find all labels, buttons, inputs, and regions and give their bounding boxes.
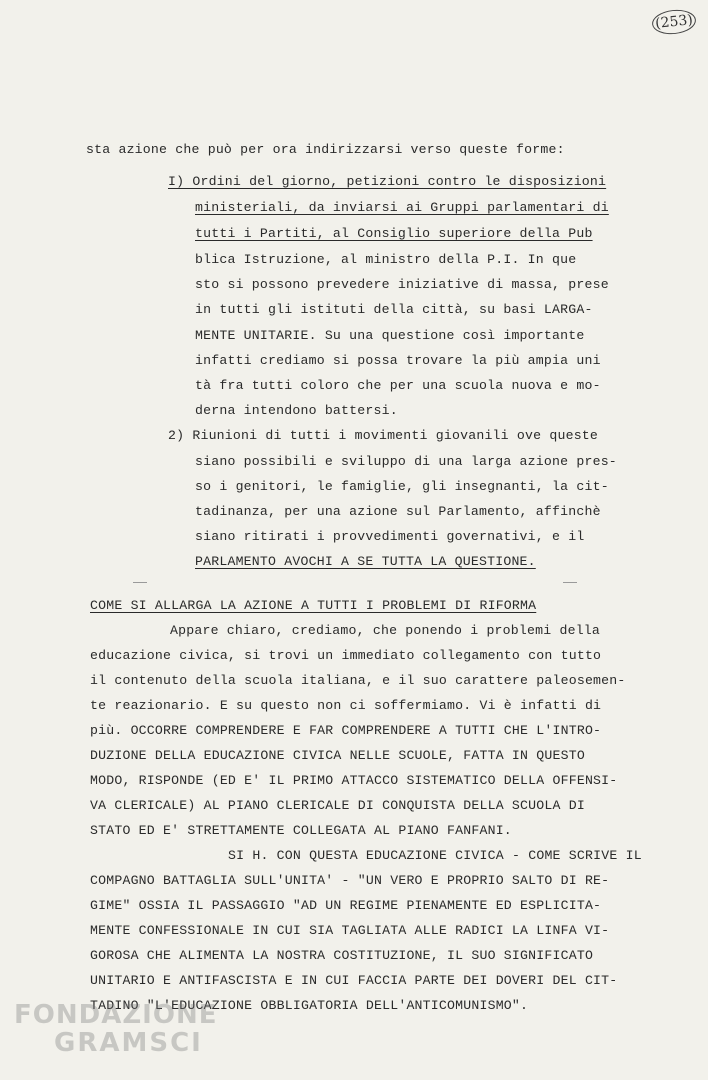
divider [563,582,577,583]
text-line: MODO, RISPONDE (ED E' IL PRIMO ATTACCO SISTEMATICO DELLA OFFENSI- [90,773,618,788]
text-line: siano ritirati i provvedimenti governativi, e il [195,529,585,544]
divider [133,582,147,583]
text-line: sto si possono prevedere iniziative di massa, prese [195,277,609,292]
text-line: infatti crediamo si possa trovare la più ampia uni [195,353,601,368]
text-line: VA CLERICALE) AL PIANO CLERICALE DI CONQUISTA DELLA SCUOLA DI [90,798,585,813]
text-line: 2) Riunioni di tutti i movimenti giovanili ove queste [168,428,599,443]
text-line: TADINO "L'EDUCAZIONE OBBLIGATORIA DELL'ANTICOMUNISMO". [90,998,529,1013]
text-line: blica Istruzione, al ministro della P.I. In que [195,252,577,267]
text-line: DUZIONE DELLA EDUCAZIONE CIVICA NELLE SCUOLE, FATTA IN QUESTO [90,748,585,763]
text-line: Appare chiaro, crediamo, che ponendo i problemi della [170,623,601,638]
watermark-line-1: FONDAZIONE [14,1000,218,1030]
text-line: COMPAGNO BATTAGLIA SULL'UNITA' - "UN VERO E PROPRIO SALTO DI RE- [90,873,610,888]
text-line: UNITARIO E ANTIFASCISTA E IN CUI FACCIA PARTE DEI DOVERI DEL CIT- [90,973,618,988]
watermark-line-2: GRAMSCI [54,1028,203,1058]
text-line: sta azione che può per ora indirizzarsi verso queste forme: [86,142,565,157]
text-line: MENTE CONFESSIONALE IN CUI SIA TAGLIATA ALLE RADICI LA LINFA VI- [90,923,610,938]
text-line: ministeriali, da inviarsi ai Gruppi parlamentari di [195,200,609,215]
text-line: SI H. CON QUESTA EDUCAZIONE CIVICA - COME SCRIVE IL [228,848,642,863]
page-number: (253) [651,8,697,36]
text-line: tadinanza, per una azione sul Parlamento, affinchè [195,504,601,519]
text-line: educazione civica, si trovi un immediato collegamento con tutto [90,648,602,663]
text-line: tutti i Partiti, al Consiglio superiore della Pub [195,226,593,241]
text-line: I) Ordini del giorno, petizioni contro le disposizioni [168,174,607,189]
section-heading: COME SI ALLARGA LA AZIONE A TUTTI I PROBLEMI DI RIFORMA [90,598,537,613]
text-line: GOROSA CHE ALIMENTA LA NOSTRA COSTITUZIONE, IL SUO SIGNIFICATO [90,948,594,963]
watermark-logo [14,1002,217,1056]
text-line: MENTE UNITARIE. Su una questione così importante [195,328,585,343]
text-line: tà fra tutti coloro che per una scuola nuova e mo- [195,378,601,393]
text-line: PARLAMENTO AVOCHI A SE TUTTA LA QUESTIONE. [195,554,536,569]
text-line: STATO ED E' STRETTAMENTE COLLEGATA AL PIANO FANFANI. [90,823,512,838]
text-line: il contenuto della scuola italiana, e il suo carattere paleosemen- [90,673,626,688]
text-line: derna intendono battersi. [195,403,398,418]
text-line: so i genitori, le famiglie, gli insegnanti, la cit- [195,479,609,494]
text-line: più. OCCORRE COMPRENDERE E FAR COMPRENDERE A TUTTI CHE L'INTRO- [90,723,602,738]
text-line: in tutti gli istituti della città, su basi LARGA- [195,302,593,317]
text-line: GIME" OSSIA IL PASSAGGIO "AD UN REGIME PIENAMENTE ED ESPLICITA- [90,898,602,913]
text-line: te reazionario. E su questo non ci soffermiamo. Vi è infatti di [90,698,602,713]
text-line: siano possibili e sviluppo di una larga azione pres- [195,454,617,469]
